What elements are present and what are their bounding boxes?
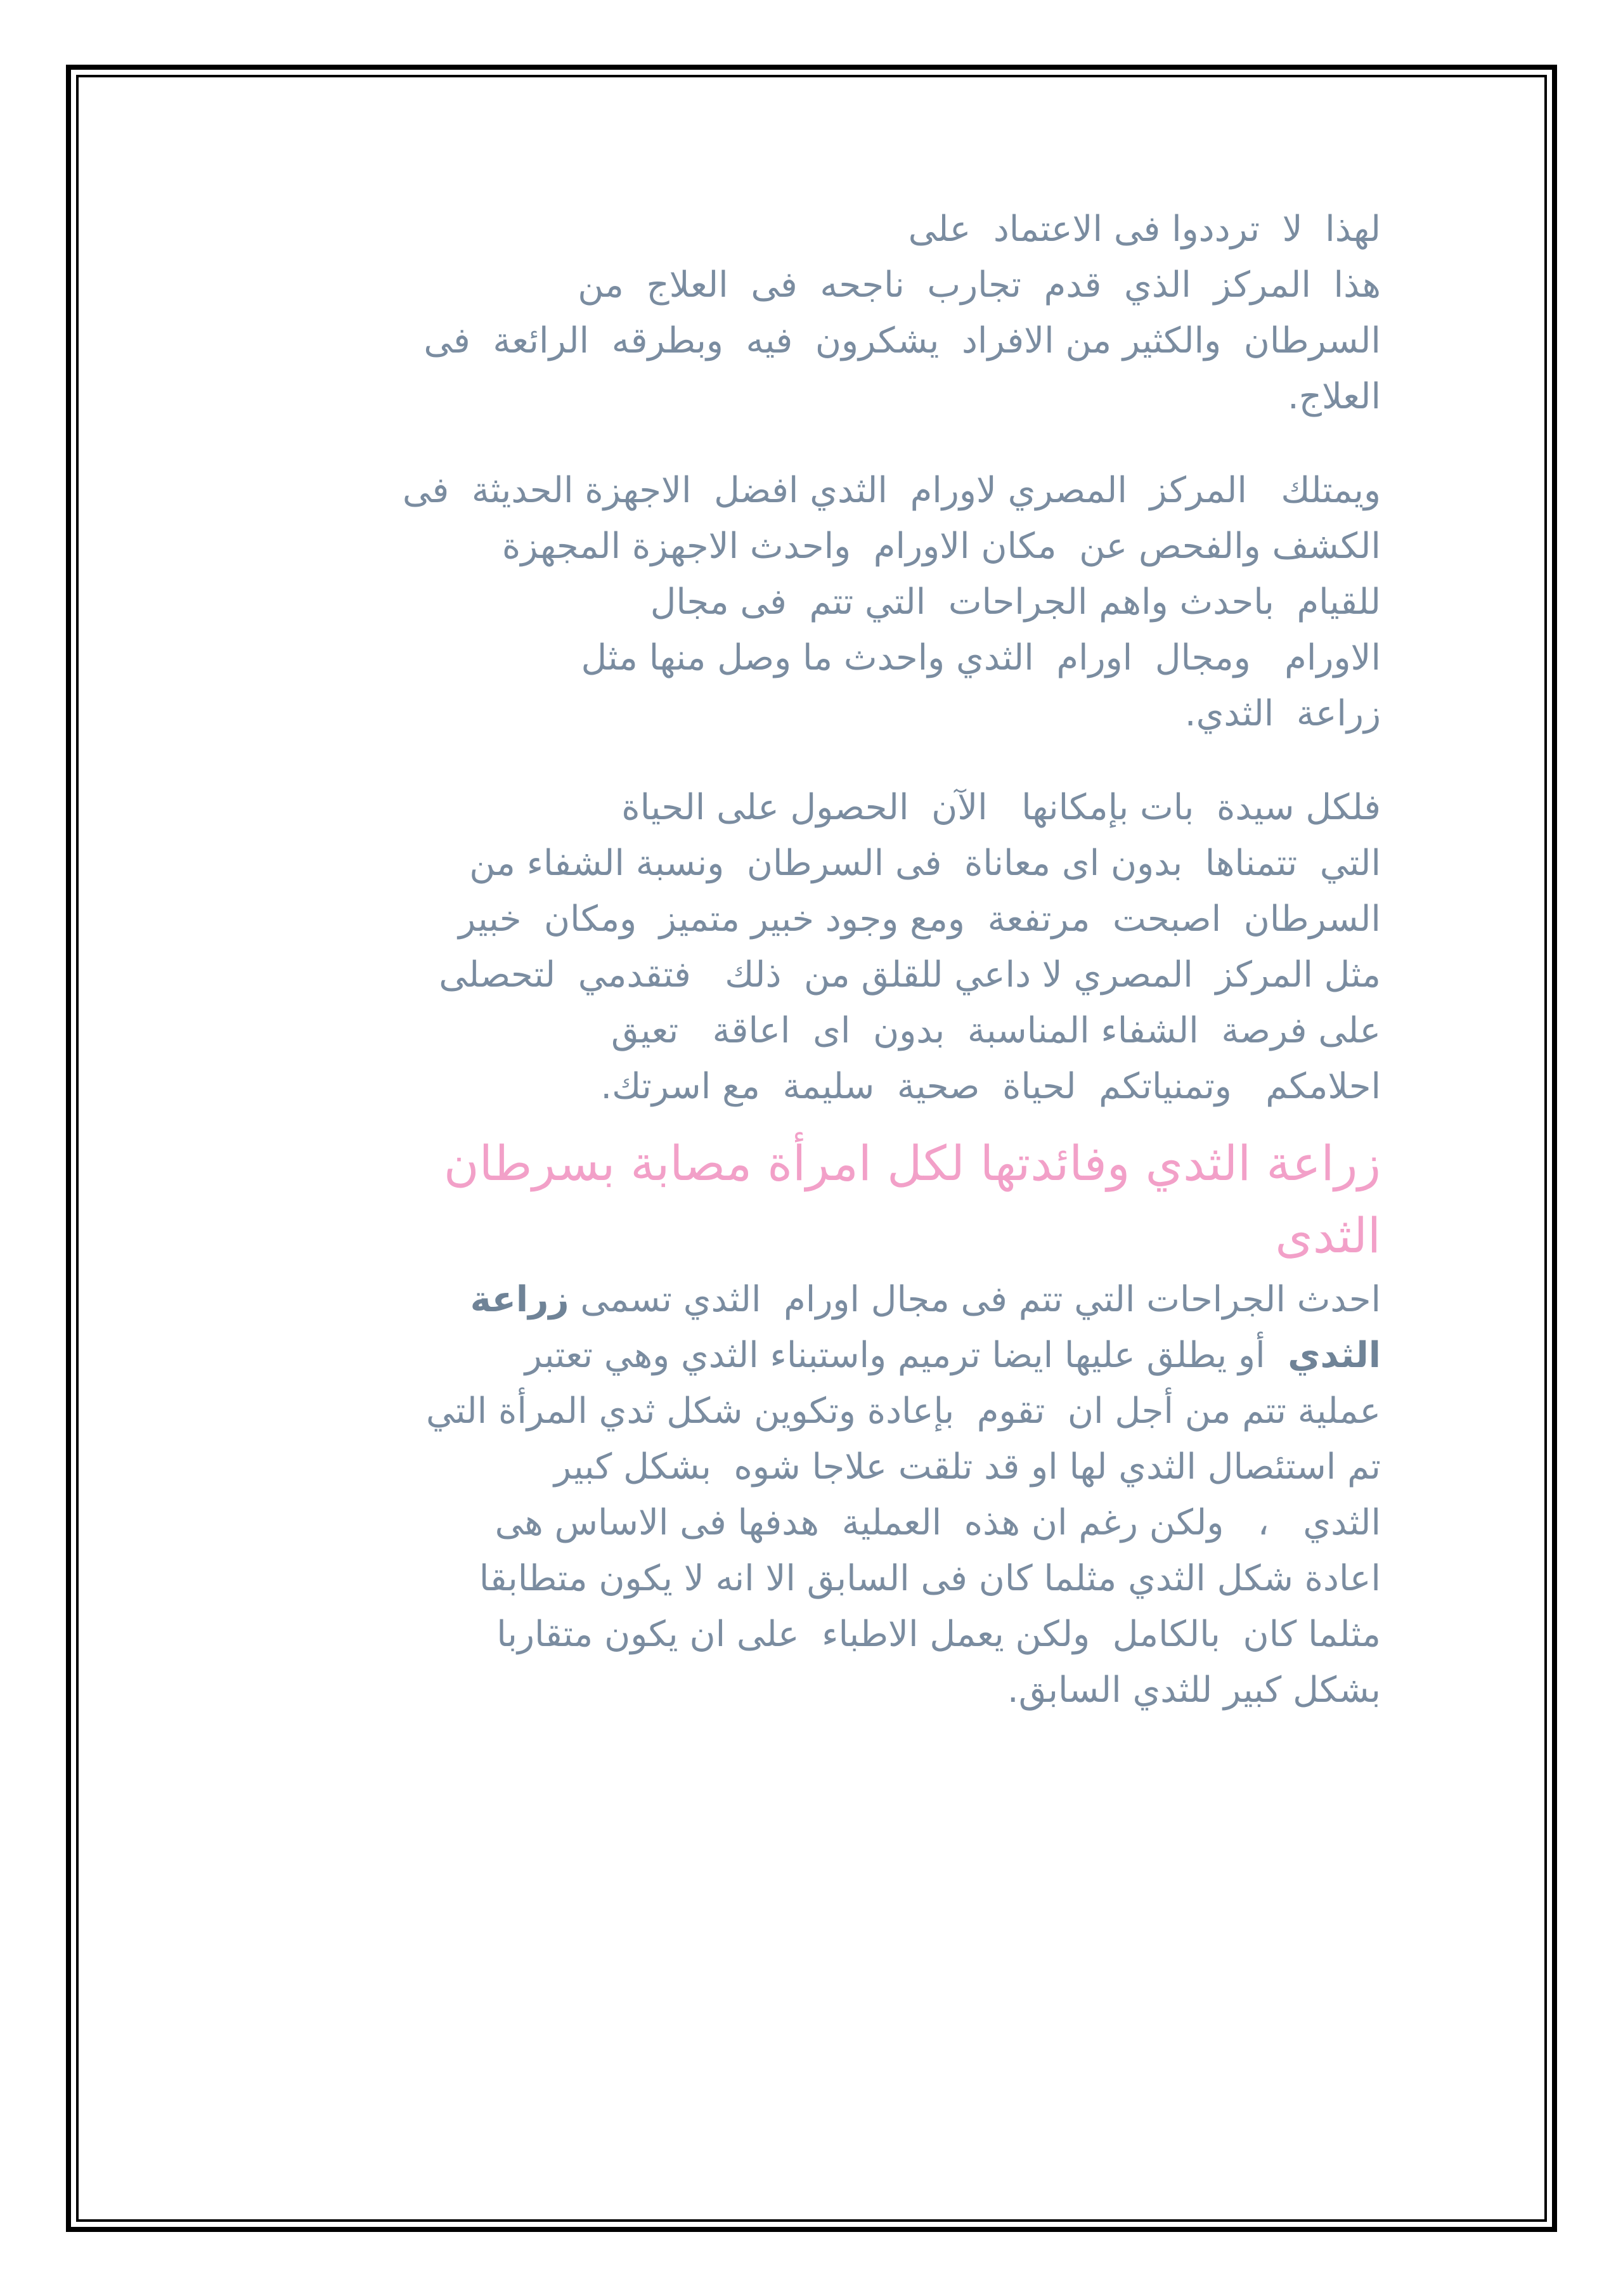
- paragraph-line: [246, 1272, 1381, 1328]
- paragraph-line: مثل المركز المصري لا داعي للقلق من ذلك فتقدمي لتحصلى: [439, 954, 1381, 996]
- heading-line: زراعة الثدي وفائدتها لكل امرأة مصابة بسرطان: [443, 1135, 1381, 1191]
- paragraph-text: أو يطلق عليها ايضا ترميم واستبناء الثدي وهي تعتبر: [524, 1335, 1288, 1376]
- paragraph-line: الثدي ، ولكن رغم ان هذه العملية هدفها فى الاساس هى: [495, 1502, 1381, 1543]
- paragraph-line: الكشف والفحص عن مكان الاورام واحدث الاجهزة المجهزة: [501, 526, 1381, 567]
- paragraph-line: بشكل كبير للثدي السابق.: [1007, 1670, 1381, 1711]
- document-body: [246, 202, 1381, 1756]
- paragraph-line: التي تتمناها بدون اى معاناة فى السرطان ونسبة الشفاء من: [469, 843, 1381, 884]
- paragraph-line: هذا المركز الذي قدم تجارب ناجحه فى العلاج من: [578, 264, 1381, 306]
- paragraph-line: [246, 1328, 1381, 1384]
- paragraph-line: السرطان اصبحت مرتفعة ومع وجود خبير متميز ومكان خبير: [458, 898, 1381, 940]
- paragraph-line: زراعة الثدي.: [1184, 693, 1381, 734]
- paragraph-line: ويمتلك المركز المصري لاورام الثدي افضل الاجهزة الحديثة فى: [402, 470, 1381, 511]
- paragraph-line: احلامكم وتمنياتكم لحياة صحية سليمة مع اسرتك.: [600, 1066, 1381, 1107]
- paragraph-4: [246, 1272, 1381, 1718]
- paragraph-line: للقيام باحدث واهم الجراحات التي تتم فى مجال: [650, 581, 1381, 623]
- paragraph-line: فلكل سيدة بات بإمكانها الآن الحصول على الحياة: [621, 787, 1381, 828]
- bold-term: زراعة: [470, 1279, 569, 1320]
- paragraph-line: العلاج.: [1288, 376, 1381, 417]
- paragraph-line: الاورام ومجال اورام الثدي واحدث ما وصل منها مثل: [581, 637, 1381, 678]
- section-heading: [246, 1127, 1381, 1272]
- paragraph-line: لهذا لا ترددوا فى الاعتماد على: [908, 209, 1381, 250]
- paragraph-2: [246, 463, 1381, 742]
- paragraph-line: اعادة شكل الثدي مثلما كان فى السابق الا انه لا يكون متطابقا: [479, 1558, 1381, 1599]
- paragraph-text: احدث الجراحات التي تتم فى مجال اورام الثدي تسمى: [580, 1279, 1381, 1320]
- bold-term: الثدي: [1288, 1335, 1381, 1376]
- paragraph-line: على فرصة الشفاء المناسبة بدون اى اعاقة تعيق: [611, 1010, 1381, 1051]
- heading-line: الثدى: [1275, 1207, 1381, 1264]
- paragraph-line: السرطان والكثير من الافراد يشكرون فيه وبطرقه الرائعة فى: [424, 320, 1381, 361]
- paragraph-1: [246, 202, 1381, 425]
- paragraph-line: عملية تتم من أجل ان تقوم بإعادة وتكوين شكل ثدي المرأة التي: [426, 1391, 1381, 1432]
- paragraph-line: مثلما كان بالكامل ولكن يعمل الاطباء على ان يكون متقاربا: [496, 1614, 1381, 1655]
- paragraph-3: [246, 780, 1381, 1115]
- paragraph-line: تم استئصال الثدي لها او قد تلقت علاجا شوه بشكل كبير: [553, 1446, 1381, 1488]
